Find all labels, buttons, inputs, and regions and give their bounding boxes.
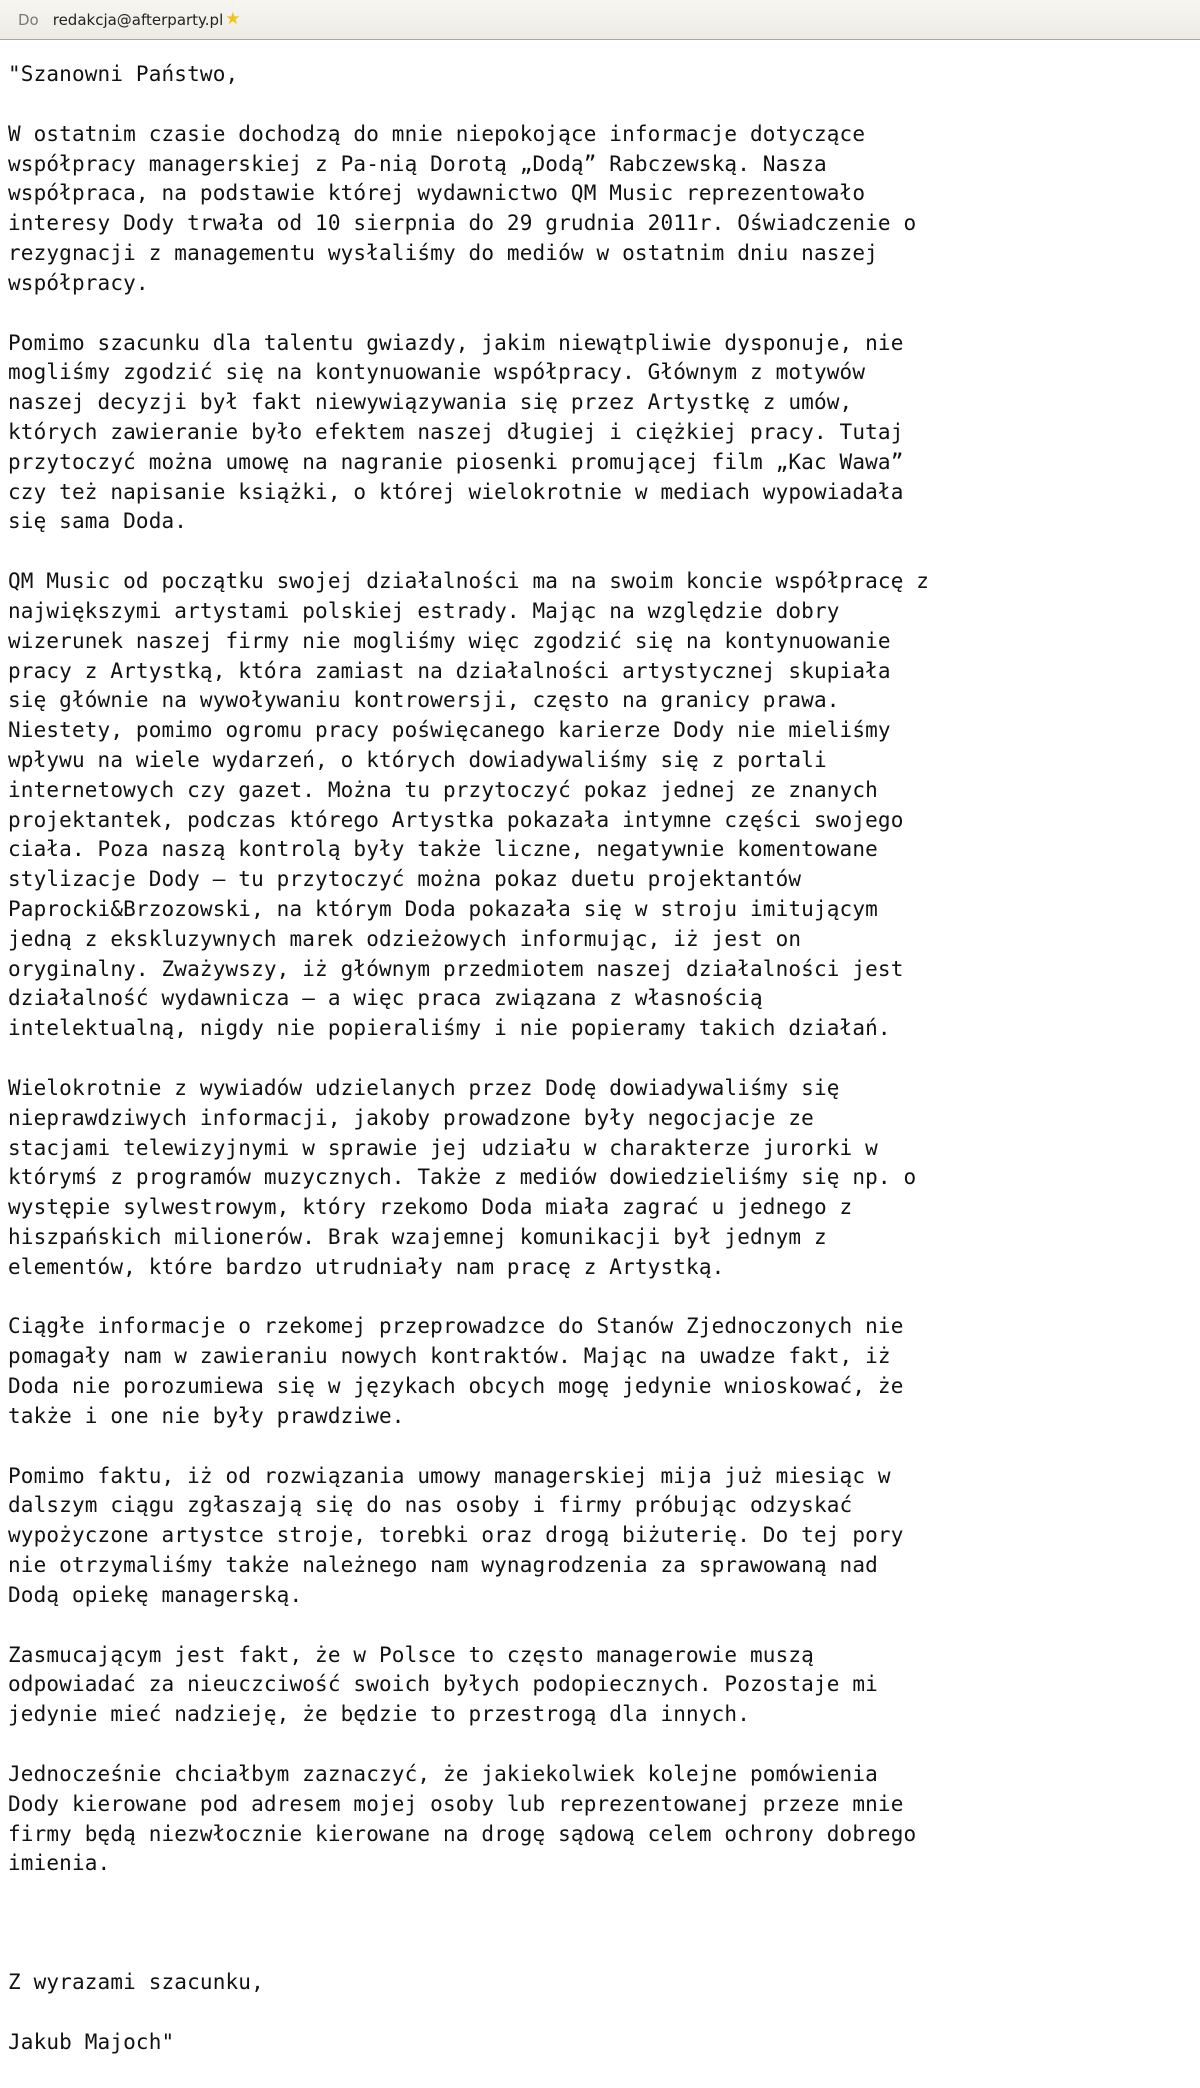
paragraph-line: działalność wydawnicza – a więc praca związana z własnością bbox=[8, 986, 763, 1011]
paragraph-line: się sama Doda. bbox=[8, 509, 188, 534]
paragraph-line: elementów, które bardzo utrudniały nam pracę z Artystką. bbox=[8, 1254, 725, 1279]
paragraph-line: Dody kierowane pod adresem mojej osoby lub reprezentowanej przeze mnie bbox=[8, 1791, 904, 1816]
paragraph-line: się głównie na wywoływaniu kontrowersji, często na granicy prawa. bbox=[8, 688, 840, 713]
greeting-line: "Szanowni Państwo, bbox=[8, 62, 239, 86]
email-body bbox=[8, 60, 1198, 2088]
paragraph-line: oryginalny. Zważywszy, iż głównym przedmiotem naszej działalności jest bbox=[8, 956, 904, 981]
paragraph-line: W ostatnim czasie dochodzą do mnie niepokojące informacje dotyczące bbox=[8, 121, 866, 146]
greeting bbox=[8, 60, 1198, 90]
paragraph-line: wypożyczone artystce stroje, torebki oraz drogą biżuterię. Do tej pory bbox=[8, 1523, 904, 1548]
recipient-address[interactable]: redakcja@afterparty.pl bbox=[52, 10, 224, 29]
paragraph-line: Pomimo szacunku dla talentu gwiazdy, jakim niewątpliwie dysponuje, nie bbox=[8, 330, 904, 355]
paragraph-line: stacjami telewizyjnymi w sprawie jej udziału w charakterze jurorki w bbox=[8, 1135, 878, 1160]
paragraph-line: czy też napisanie książki, o której wielokrotnie w mediach wypowiadała bbox=[8, 479, 904, 504]
paragraph-line: imienia. bbox=[8, 1851, 111, 1876]
email-header bbox=[0, 0, 1200, 40]
closing-line: Z wyrazami szacunku, bbox=[8, 1970, 264, 1995]
paragraph-line: Ciągłe informacje o rzekomej przeprowadzce do Stanów Zjednoczonych nie bbox=[8, 1314, 904, 1339]
paragraph-line: Dodą opiekę managerską. bbox=[8, 1582, 303, 1607]
paragraph-line: hiszpańskich milionerów. Brak wzajemnej komunikacji był jednym z bbox=[8, 1224, 827, 1249]
signature bbox=[8, 2028, 1198, 2058]
paragraph-line: wizerunek naszej firmy nie mogliśmy więc zgodzić się na kontynuowanie bbox=[8, 628, 891, 653]
closing bbox=[8, 1968, 1198, 1998]
paragraph-line: nie otrzymaliśmy także należnego nam wynagrodzenia za sprawowaną nad bbox=[8, 1553, 878, 1578]
letter-paragraphs bbox=[8, 120, 1198, 1879]
signature-line: Jakub Majoch" bbox=[8, 2030, 175, 2055]
paragraph-line: firmy będą niezwłocznie kierowane na drogę sądową celem ochrony dobrego bbox=[8, 1821, 917, 1846]
paragraph-line: których zawieranie było efektem naszej długiej i ciężkiej pracy. Tutaj bbox=[8, 419, 904, 444]
paragraph-line: interesy Dody trwała od 10 sierpnia do 29 grudnia 2011r. Oświadczenie o bbox=[8, 211, 917, 236]
spacer bbox=[8, 1909, 1198, 1968]
paragraph-line: stylizacje Dody – tu przytoczyć można pokaz duetu projektantów bbox=[8, 867, 802, 892]
paragraph-line: intelektualną, nigdy nie popieraliśmy i nie popieramy takich działań. bbox=[8, 1016, 891, 1041]
letter-paragraph bbox=[8, 120, 1198, 299]
paragraph-line: Jednocześnie chciałbym zaznaczyć, że jakiekolwiek kolejne pomówienia bbox=[8, 1762, 878, 1787]
paragraph-line: nieprawdziwych informacji, jakoby prowadzone były negocjacje ze bbox=[8, 1105, 814, 1130]
paragraph-line: największymi artystami polskiej estrady. Mając na względzie dobry bbox=[8, 598, 840, 623]
star-icon[interactable]: ★ bbox=[225, 9, 241, 29]
paragraph-line: pracy z Artystką, która zamiast na działalności artystycznej skupiała bbox=[8, 658, 891, 683]
paragraph-line: współpracy. bbox=[8, 270, 149, 295]
paragraph-line: internetowych czy gazet. Można tu przytoczyć pokaz jednej ze znanych bbox=[8, 777, 878, 802]
paragraph-line: Paprocki&Brzozowski, na którym Doda pokazała się w stroju imitującym bbox=[8, 896, 878, 921]
paragraph-line: odpowiadać za nieuczciwość swoich byłych podopiecznych. Pozostaje mi bbox=[8, 1672, 878, 1697]
paragraph-line: rezygnacji z managementu wysłaliśmy do mediów w ostatnim dniu naszej bbox=[8, 240, 878, 265]
letter-paragraph bbox=[8, 1074, 1198, 1283]
paragraph-line: pomagały nam w zawieraniu nowych kontraktów. Mając na uwadze fakt, iż bbox=[8, 1344, 891, 1369]
paragraph-line: Pomimo faktu, iż od rozwiązania umowy managerskiej mija już miesiąc w bbox=[8, 1463, 891, 1488]
paragraph-line: projektantek, podczas którego Artystka pokazała intymne części swojego bbox=[8, 807, 904, 832]
letter-paragraph bbox=[8, 1462, 1198, 1611]
letter-paragraph bbox=[8, 329, 1198, 538]
paragraph-line: QM Music od początku swojej działalności ma na swoim koncie współpracę z bbox=[8, 569, 930, 594]
paragraph-line: współpraca, na podstawie której wydawnictwo QM Music reprezentowało bbox=[8, 181, 866, 206]
paragraph-line: ciała. Poza naszą kontrolą były także liczne, negatywnie komentowane bbox=[8, 837, 878, 862]
paragraph-line: Zasmucającym jest fakt, że w Polsce to często managerowie muszą bbox=[8, 1642, 814, 1667]
paragraph-line: Wielokrotnie z wywiadów udzielanych przez Dodę dowiadywaliśmy się bbox=[8, 1075, 840, 1100]
letter-paragraph bbox=[8, 1760, 1198, 1879]
paragraph-line: którymś z programów muzycznych. Także z mediów dowiedzieliśmy się np. o bbox=[8, 1165, 917, 1190]
paragraph-line: przytoczyć można umowę na nagranie piosenki promującej film „Kac Wawa” bbox=[8, 449, 904, 474]
letter-paragraph bbox=[8, 1312, 1198, 1431]
paragraph-line: współpracy managerskiej z Pa-nią Dorotą „Dodą” Rabczewską. Nasza bbox=[8, 151, 827, 176]
paragraph-line: naszej decyzji był fakt niewywiązywania się przez Artystkę z umów, bbox=[8, 390, 853, 415]
paragraph-line: także i one nie były prawdziwe. bbox=[8, 1403, 405, 1428]
letter-paragraph bbox=[8, 1641, 1198, 1730]
paragraph-line: mogliśmy zgodzić się na kontynuowanie współpracy. Głównym z motywów bbox=[8, 360, 866, 385]
letter-paragraph bbox=[8, 567, 1198, 1044]
paragraph-line: Niestety, pomimo ogromu pracy poświęcanego karierze Dody nie mieliśmy bbox=[8, 718, 891, 743]
paragraph-line: jedną z ekskluzywnych marek odzieżowych informując, iż jest on bbox=[8, 926, 802, 951]
paragraph-line: jedynie mieć nadzieję, że będzie to przestrogą dla innych. bbox=[8, 1702, 750, 1727]
paragraph-line: Doda nie porozumiewa się w językach obcych mogę jedynie wnioskować, że bbox=[8, 1374, 904, 1399]
paragraph-line: dalszym ciągu zgłaszają się do nas osoby i firmy próbując odzyskać bbox=[8, 1493, 853, 1518]
paragraph-line: wpływu na wiele wydarzeń, o których dowiadywaliśmy się z portali bbox=[8, 747, 827, 772]
paragraph-line: występie sylwestrowym, który rzekomo Doda miała zagrać u jednego z bbox=[8, 1195, 853, 1220]
to-label: Do bbox=[18, 10, 39, 29]
